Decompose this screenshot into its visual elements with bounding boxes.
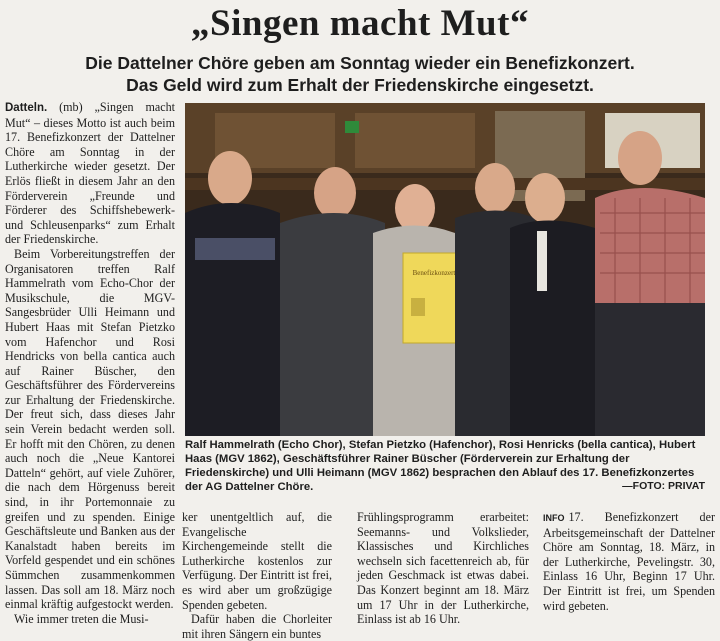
photo-credit: —FOTO: PRIVAT xyxy=(622,480,705,492)
paragraph-5: Dafür haben die Chorleiter mit ihren Sängern ein buntes xyxy=(182,612,332,641)
photo-caption: Ralf Hammelrath (Echo Chor), Stefan Pietzko (Hafenchor), Rosi Henricks (bella cantica), Hubert Haas (MGV 1862), Geschäftsführer Rainer Büscher (Förderverein zur Erhaltung der Friedenskirche) und Ulli Heimann (MGV 1862) besprachen den Ablauf des 17. Benefizkonzertes der AG Dattelner Chöre. xyxy=(185,439,696,493)
subheadline-line-2: Das Geld wird zum Erhalt der Friedenskirche eingesetzt. xyxy=(126,75,594,95)
paragraph-6: Frühlingsprogramm erarbeitet: Seemanns- und Volkslieder, Klassisches und Kirchliches wechseln sich facettenreich ab, für jeden Geschmack ist etwas dabei. Das Konzert beginnt am 18. März um 17 Uhr in der Lutherkirche, Einlass ist ab 16 Uhr. xyxy=(357,510,529,627)
info-label: INFO xyxy=(543,513,565,523)
subheadline xyxy=(0,52,720,96)
info-paragraph xyxy=(543,510,715,613)
group-photo-illustration xyxy=(185,103,705,436)
article-column-3 xyxy=(357,510,529,632)
paragraph-3: Wie immer treten die Musi- xyxy=(14,611,149,626)
subheadline-line-1: Die Dattelner Chöre geben am Sonntag wieder ein Benefizkonzert. xyxy=(85,53,635,73)
headline: „Singen macht Mut“ xyxy=(191,3,529,44)
group-photo xyxy=(185,103,705,436)
article-column-1 xyxy=(5,100,175,630)
paragraph-2: Beim Vorbereitungstreffen der Organisatoren treffen Ralf Hammelrath vom Echo-Chor der Musikschule, die MGV-Sangesbrüder Ulli Heimann und Hubert Haas mit Stefan Pietzko vom Hafenchor und Rosi Hendricks von bella cantica auch auf Rainer Büscher, den Geschäftsführer des Fördervereins zur Erhaltung der Friedenskirche. Der freut sich, dass dieses Jahr sein Verein bedacht werden soll. Er hofft mit den Chören, zu denen auch noch die „Neue Kantorei Datteln“ gehört, auf viele Zuhörer, die nach dem Hörgenuss bereit sind, in ihr Portemonnaie zu greifen und zu spenden. Einige Geschäftsleute und Banken aus der Kanalstadt haben bereits im Vorfeld gespendet und ein schönes Sümmchen zusammenkommen lassen. Das soll am 18. März noch einmal kräftig aufgestockt werden. xyxy=(5,246,175,612)
info-text: 17. Benefizkonzert der Arbeitsgemeinschaft der Dattelner Chöre am Sonntag, 18. März, in der Lutherkirche, Pevelingstr. 30, Einlass 16 Uhr, Beginn 17 Uhr. Der Eintritt ist frei, um Spenden wird gebeten. xyxy=(543,510,715,613)
paragraph-1-text: (mb) „Singen macht Mut“ – dieses Motto ist auch beim 17. Benefizkonzert der Dattelner Chöre am Sonntag in der Lutherkirche wieder gesetzt. Der Erlös fließt in diesem Jahr an den Förderverein „Freunde und Förderer des Schiffshebewerk- und Schleusenparks“ zum Erhalt der Friedenskirche. xyxy=(5,100,175,247)
dateline: Datteln. xyxy=(5,102,48,114)
info-box xyxy=(543,510,715,632)
poster-title: Benefizkonzert xyxy=(412,269,456,277)
paragraph-1 xyxy=(5,100,175,247)
paragraph-4: ker unentgeltlich auf, die Evangelische Kirchengemeinde stellt die Lutherkirche kostenlos zur Verfügung. Der Eintritt ist frei, es wird aber um großzügige Spenden gebeten. xyxy=(182,510,332,612)
article-column-2 xyxy=(182,510,332,641)
